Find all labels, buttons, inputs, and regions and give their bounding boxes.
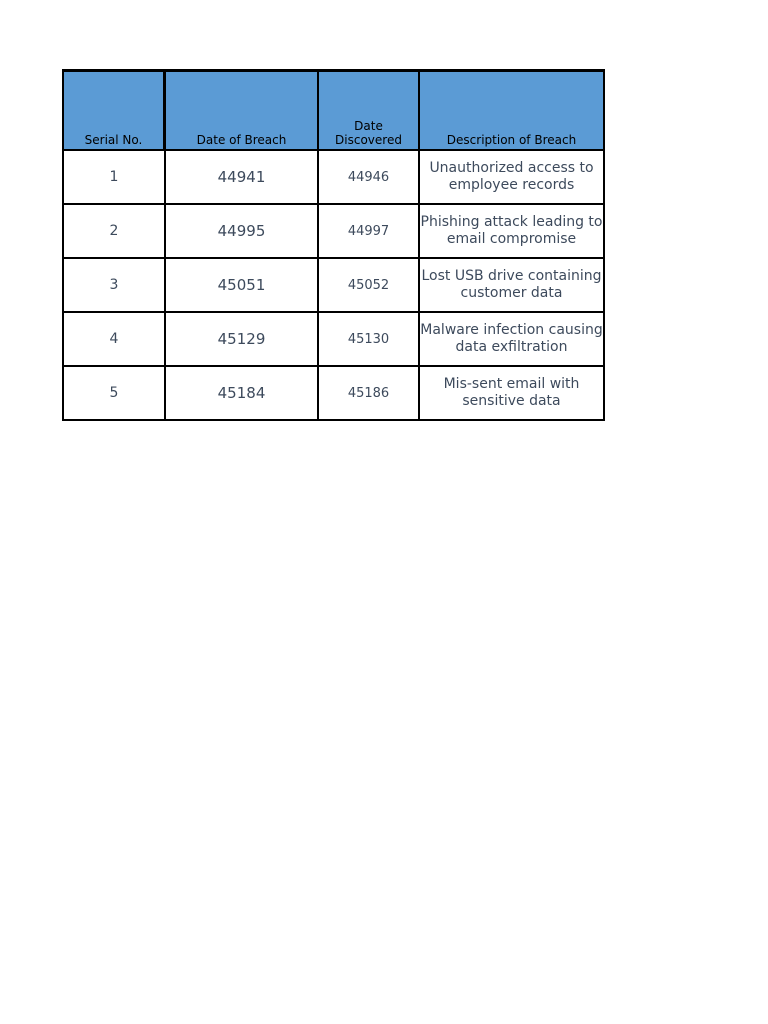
cell-date-of-breach[interactable]: 44995: [166, 205, 319, 259]
cell-description-text: Mis-sent email with sensitive data: [443, 376, 580, 409]
cell-serial[interactable]: 1: [64, 151, 166, 205]
cell-description-text: Malware infection causing data exfiltration: [420, 322, 603, 355]
header-description[interactable]: Description of Breach: [420, 72, 605, 151]
cell-serial[interactable]: 5: [64, 367, 166, 421]
cell-date-of-breach[interactable]: 45129: [166, 313, 319, 367]
table-row: [64, 367, 605, 421]
cell-description[interactable]: [420, 259, 605, 313]
cell-date-discovered[interactable]: 45186: [319, 367, 420, 421]
cell-serial[interactable]: 4: [64, 313, 166, 367]
cell-date-of-breach[interactable]: 44941: [166, 151, 319, 205]
cell-date-discovered[interactable]: 45052: [319, 259, 420, 313]
cell-date-of-breach[interactable]: 45184: [166, 367, 319, 421]
table-row: [64, 259, 605, 313]
cell-serial[interactable]: 3: [64, 259, 166, 313]
cell-date-discovered[interactable]: 44997: [319, 205, 420, 259]
cell-date-of-breach[interactable]: 45051: [166, 259, 319, 313]
cell-date-discovered[interactable]: 44946: [319, 151, 420, 205]
table-row: [64, 313, 605, 367]
table-row: [64, 151, 605, 205]
cell-description[interactable]: [420, 151, 605, 205]
header-date-discovered-label: Date Discovered: [335, 119, 402, 147]
breach-log-table: [62, 69, 605, 421]
cell-description[interactable]: [420, 367, 605, 421]
cell-description[interactable]: [420, 313, 605, 367]
cell-description[interactable]: [420, 205, 605, 259]
table-row: [64, 205, 605, 259]
table-body: [64, 151, 605, 421]
header-row: [64, 72, 605, 151]
header-serial-no[interactable]: Serial No.: [64, 72, 166, 151]
cell-serial[interactable]: 2: [64, 205, 166, 259]
table-header: [64, 72, 605, 151]
header-date-of-breach[interactable]: Date of Breach: [166, 72, 319, 151]
cell-description-text: Lost USB drive containing customer data: [421, 268, 602, 301]
cell-date-discovered[interactable]: 45130: [319, 313, 420, 367]
cell-description-text: Phishing attack leading to email compromise: [420, 214, 603, 247]
cell-description-text: Unauthorized access to employee records: [429, 160, 594, 193]
header-date-discovered[interactable]: [319, 72, 420, 151]
